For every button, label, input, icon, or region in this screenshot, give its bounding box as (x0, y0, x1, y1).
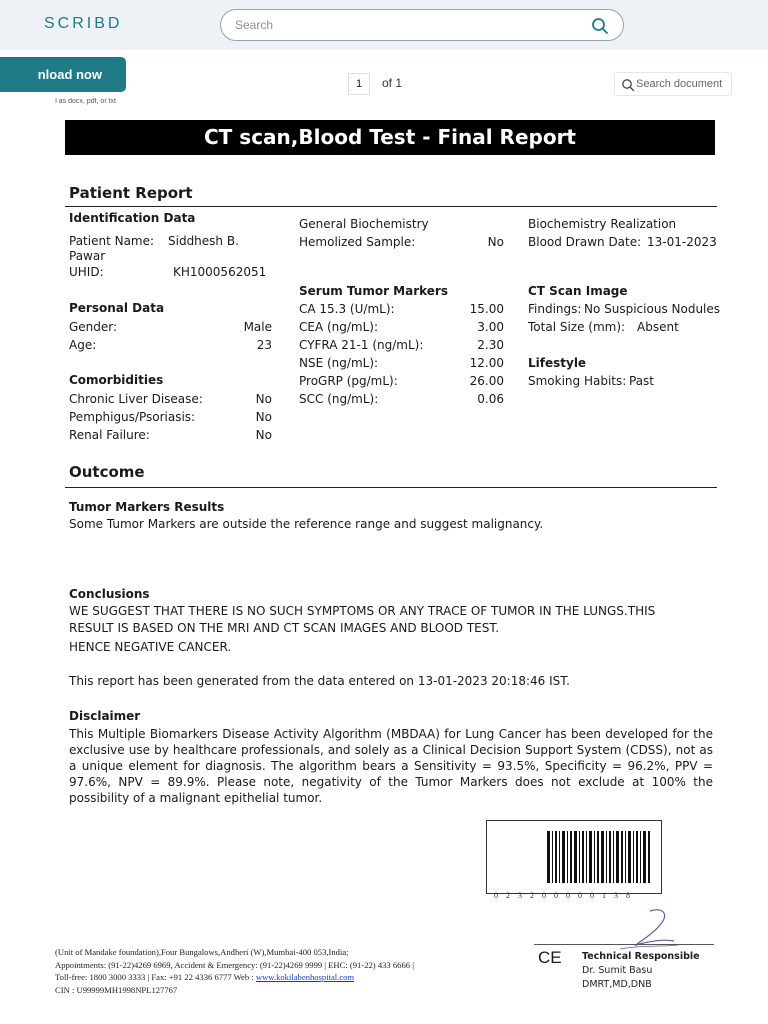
disclaimer-heading: Disclaimer (69, 709, 141, 723)
marker-value: 12.00 (469, 356, 504, 370)
hemolized-value: No (487, 235, 504, 249)
total-size-value: Absent (637, 320, 679, 334)
uhid-value: KH1000562051 (173, 265, 267, 279)
hospital-footer (55, 946, 525, 996)
hospital-website-link[interactable]: www.kokilabenhospital.com (255, 972, 355, 982)
smoking-label: Smoking Habits: (528, 374, 627, 388)
footer-contacts: Appointments: (91-22)4269 6969, Accident & Emergency: (91-22)4269 9999 | EHC: (91-22) 433 6666 | (55, 959, 414, 970)
search-box[interactable] (220, 9, 624, 41)
page-total: of 1 (382, 76, 403, 90)
conclusions-line: RESULT IS BASED ON THE MRI AND CT SCAN IMAGES AND BLOOD TEST. (69, 621, 500, 635)
ct-scan-heading: CT Scan Image (528, 284, 628, 298)
general-biochemistry-heading: General Biochemistry (299, 217, 429, 231)
technical-responsible-block (582, 950, 700, 992)
lifestyle-heading: Lifestyle (528, 356, 587, 370)
marker-label: CEA (ng/mL): (299, 320, 379, 334)
findings-label: Findings: (528, 302, 582, 316)
age-value: 23 (256, 338, 272, 352)
gender-value: Male (243, 320, 272, 334)
marker-label: ProGRP (pg/mL): (299, 374, 398, 388)
barcode-number: 0 2 3 2 0 0 0 0 0 1 3 8 (494, 891, 633, 900)
search-input[interactable] (235, 16, 575, 34)
marker-label: SCC (ng/mL): (299, 392, 379, 406)
patient-name-value-cont: Pawar (69, 249, 106, 263)
scribd-logo[interactable]: SCRIBD (44, 15, 123, 32)
technical-responsible-name: Dr. Sumit Basu (582, 965, 653, 976)
marker-label: CA 15.3 (U/mL): (299, 302, 395, 316)
divider (65, 487, 717, 488)
search-icon[interactable] (591, 17, 609, 35)
biochemistry-realization-heading: Biochemistry Realization (528, 217, 677, 231)
top-bar (0, 0, 768, 50)
personal-data-heading: Personal Data (69, 301, 165, 315)
barcode-frame (486, 820, 662, 894)
download-now-button[interactable]: nload now (0, 57, 126, 92)
marker-value: 26.00 (469, 374, 504, 388)
patient-name-label: Patient Name: (69, 234, 155, 248)
marker-label: NSE (ng/mL): (299, 356, 379, 370)
comorbidity-value: No (255, 410, 272, 424)
technical-responsible-degree: DMRT,MD,DNB (582, 979, 652, 990)
hemolized-label: Hemolized Sample: (299, 235, 416, 249)
marker-label: CYFRA 21-1 (ng/mL): (299, 338, 424, 352)
search-document-field[interactable] (614, 72, 732, 96)
footer-cin: CIN : U99999MH1998NPL127767 (55, 984, 178, 995)
marker-value: 15.00 (469, 302, 504, 316)
conclusions-line: WE SUGGEST THAT THERE IS NO SUCH SYMPTOMS OR ANY TRACE OF TUMOR IN THE LUNGS.THIS (69, 604, 656, 618)
serum-tumor-markers-heading: Serum Tumor Markers (299, 284, 448, 298)
findings-value: No Suspicious Nodules (584, 302, 721, 316)
signature-image (610, 905, 680, 955)
footer-tollfree-text: Toll-free: 1800 3000 3333 | Fax: +91 22 4336 6777 Web : (55, 972, 254, 982)
footer-tollfree (55, 971, 525, 984)
patient-name-value: Siddhesh B. (168, 234, 239, 248)
blood-drawn-label: Blood Drawn Date: (528, 235, 642, 249)
search-icon (621, 78, 635, 92)
conclusions-line: HENCE NEGATIVE CANCER. (69, 640, 232, 654)
gender-label: Gender: (69, 320, 118, 334)
search-document-label: Search document (636, 78, 723, 90)
marker-value: 0.06 (477, 392, 504, 406)
comorbidity-label: Chronic Liver Disease: (69, 392, 203, 406)
comorbidity-value: No (255, 428, 272, 442)
total-size-label: Total Size (mm): (528, 320, 626, 334)
comorbidity-value: No (255, 392, 272, 406)
technical-responsible-title: Technical Responsible (582, 951, 700, 962)
marker-value: 3.00 (477, 320, 504, 334)
tumor-markers-results-heading: Tumor Markers Results (69, 500, 225, 514)
divider (65, 206, 717, 207)
tumor-markers-results-text: Some Tumor Markers are outside the reference range and suggest malignancy. (69, 517, 544, 531)
signature-line (534, 944, 714, 945)
generated-note: This report has been generated from the data entered on 13-01-2023 20:18:46 IST. (69, 674, 570, 688)
ce-mark: CE (538, 948, 562, 967)
disclaimer-text: This Multiple Biomarkers Disease Activity Algorithm (MBDAA) for Lung Cancer has been developed for the exclusive use by healthcare professionals, and solely as a Clinical Decision Support System (CDSS), not as a unique element for diagnosis. The algorithm bears a Sensitivity = 93.5%, Specificity = 96.2%, PPV = 97.6%, NPV = 89.9%. Please note, negativity of the Tumor Markers does not exclude at 100% the possibility of a malignant epithelial tumor. (69, 727, 713, 805)
download-formats-text: l as docx, pdf, or txt (55, 98, 116, 105)
uhid-label: UHID: (69, 265, 104, 279)
smoking-value: Past (629, 374, 655, 388)
patient-report-heading: Patient Report (69, 184, 193, 202)
barcode-image (547, 831, 653, 883)
report-title: CT scan,Blood Test - Final Report (65, 120, 715, 155)
age-label: Age: (69, 338, 97, 352)
conclusions-heading: Conclusions (69, 587, 150, 601)
outcome-heading: Outcome (69, 463, 145, 481)
page-number-input[interactable]: 1 (348, 73, 370, 95)
footer-address: (Unit of Mandake foundation),Four Bungalows,Andheri (W),Mumbai-400 053,India; (55, 947, 349, 957)
identification-heading: Identification Data (69, 211, 196, 225)
comorbidity-label: Pemphigus/Psoriasis: (69, 410, 196, 424)
marker-value: 2.30 (477, 338, 504, 352)
comorbidities-heading: Comorbidities (69, 373, 164, 387)
comorbidity-label: Renal Failure: (69, 428, 150, 442)
blood-drawn-value: 13-01-2023 (647, 235, 717, 249)
